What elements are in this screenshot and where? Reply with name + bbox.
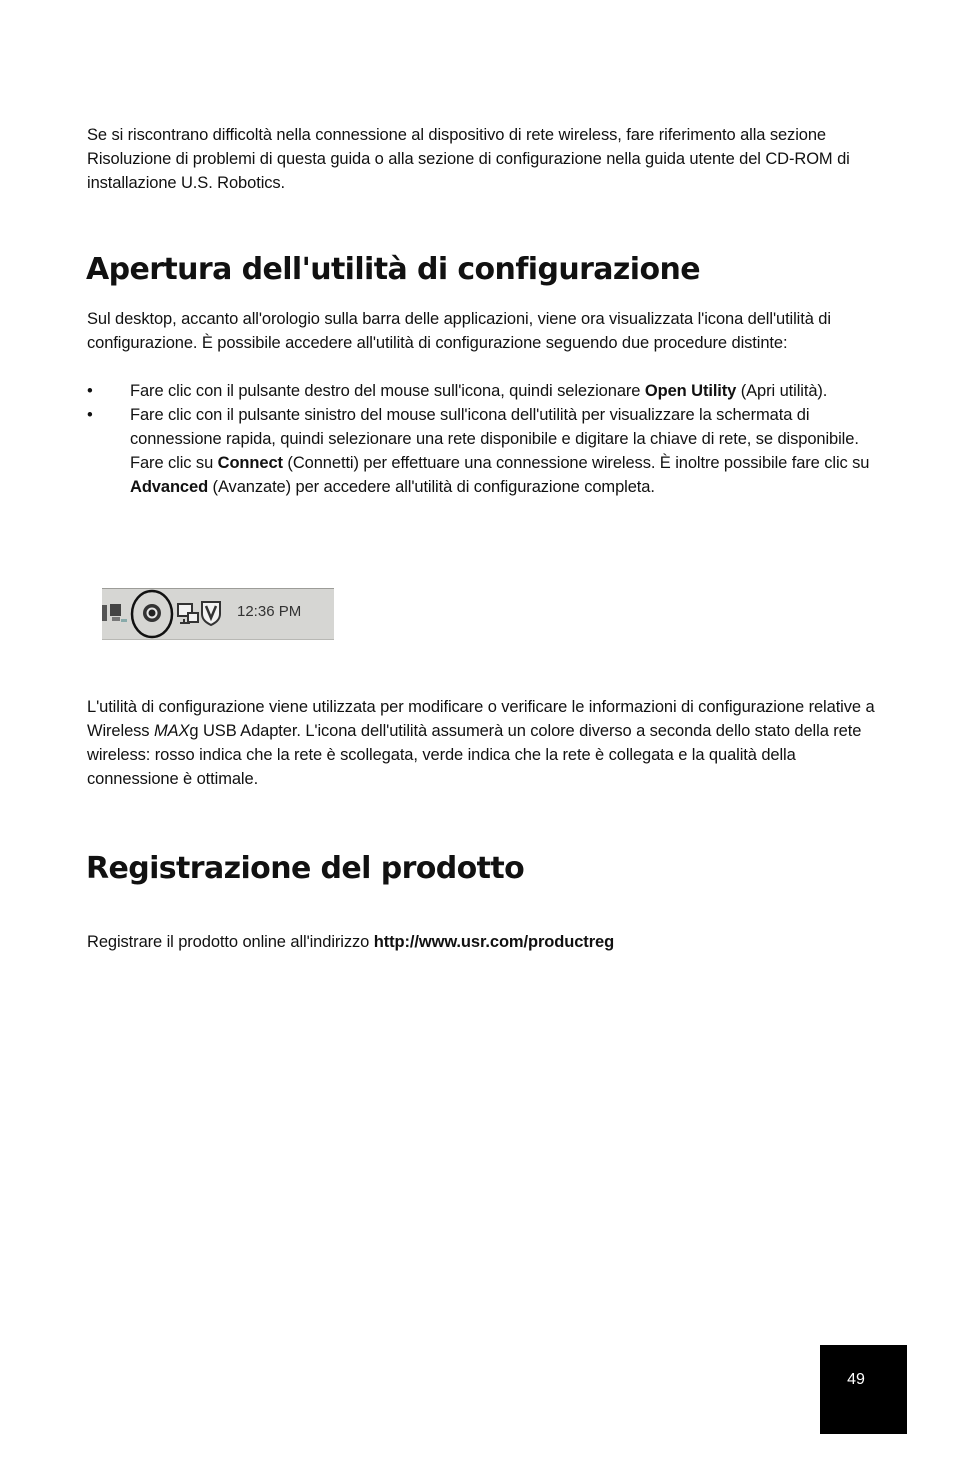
- open-utility-label: Open Utility: [644, 382, 737, 400]
- paragraph-text: Registrare il prodotto online all'indirizzo: [87, 933, 374, 951]
- bullet-icon: •: [87, 382, 93, 400]
- connect-label: Connect: [217, 454, 283, 472]
- page-number: 49: [847, 1371, 865, 1388]
- max-brand-text: MAX: [153, 722, 190, 740]
- list-item: [87, 403, 877, 499]
- list-item-text: (Apri utilità).: [736, 382, 828, 400]
- list-item-text: Fare clic con il pulsante destro del mouse sull'icona, quindi selezionare: [130, 382, 645, 400]
- section-heading-configuration-utility: Apertura dell'utilità di configurazione: [86, 252, 700, 287]
- registration-url[interactable]: http://www.usr.com/productreg: [373, 933, 615, 951]
- list-item-text: (Avanzate) per accedere all'utilità di configurazione completa.: [208, 478, 655, 496]
- network-icon: [102, 604, 127, 622]
- registration-paragraph: [87, 930, 877, 954]
- shield-icon: [202, 602, 220, 625]
- list-item-text: (Connetti) per effettuare una connessione wireless. È inoltre possibile fare clic su: [282, 454, 870, 472]
- bullet-icon: •: [87, 406, 93, 424]
- intro-paragraph: Se si riscontrano difficoltà nella connessione al dispositivo di rete wireless, fare riferimento alla sezione Risoluzione di problemi di questa guida o alla sezione di configurazione nella guida utente del CD-ROM di installazione U.S. Robotics.: [87, 126, 850, 192]
- utility-description-paragraph: [87, 695, 877, 791]
- paragraph-text: g USB Adapter. L'icona dell'utilità assumerà un colore diverso a seconda dello stato della rete wireless: rosso indica che la rete è scollegata, verde indica che la rete è collegata e la qualità della connessione è ottimale.: [87, 722, 862, 788]
- tray-clock: 12:36 PM: [237, 603, 302, 620]
- list-item-text: Fare clic con il pulsante sinistro del mouse sull'icona dell'utilità per visualizzare la schermata di connessione rapida, quindi selezionare una rete disponibile e digitare la chiave di rete, se disponibile. Fare clic su: [130, 406, 859, 472]
- page-number-box: [820, 1345, 907, 1434]
- list-item: [87, 379, 877, 403]
- monitor-icon: [178, 604, 198, 623]
- section-heading-product-registration: Registrazione del prodotto: [86, 851, 525, 886]
- taskbar-tray-screenshot: [102, 588, 334, 640]
- procedure-list: [87, 379, 877, 499]
- paragraph-text: L'utilità di configurazione viene utilizzata per modificare o verificare le informazioni di configurazione relative a Wireless: [87, 698, 875, 740]
- wireless-utility-icon[interactable]: [143, 604, 161, 622]
- advanced-label: Advanced: [130, 478, 209, 496]
- configuration-intro-paragraph: Sul desktop, accanto all'orologio sulla barra delle applicazioni, viene ora visualizzata l'icona dell'utilità di configurazione. È possibile accedere all'utilità di configurazione seguendo due procedure distinte:: [87, 310, 831, 352]
